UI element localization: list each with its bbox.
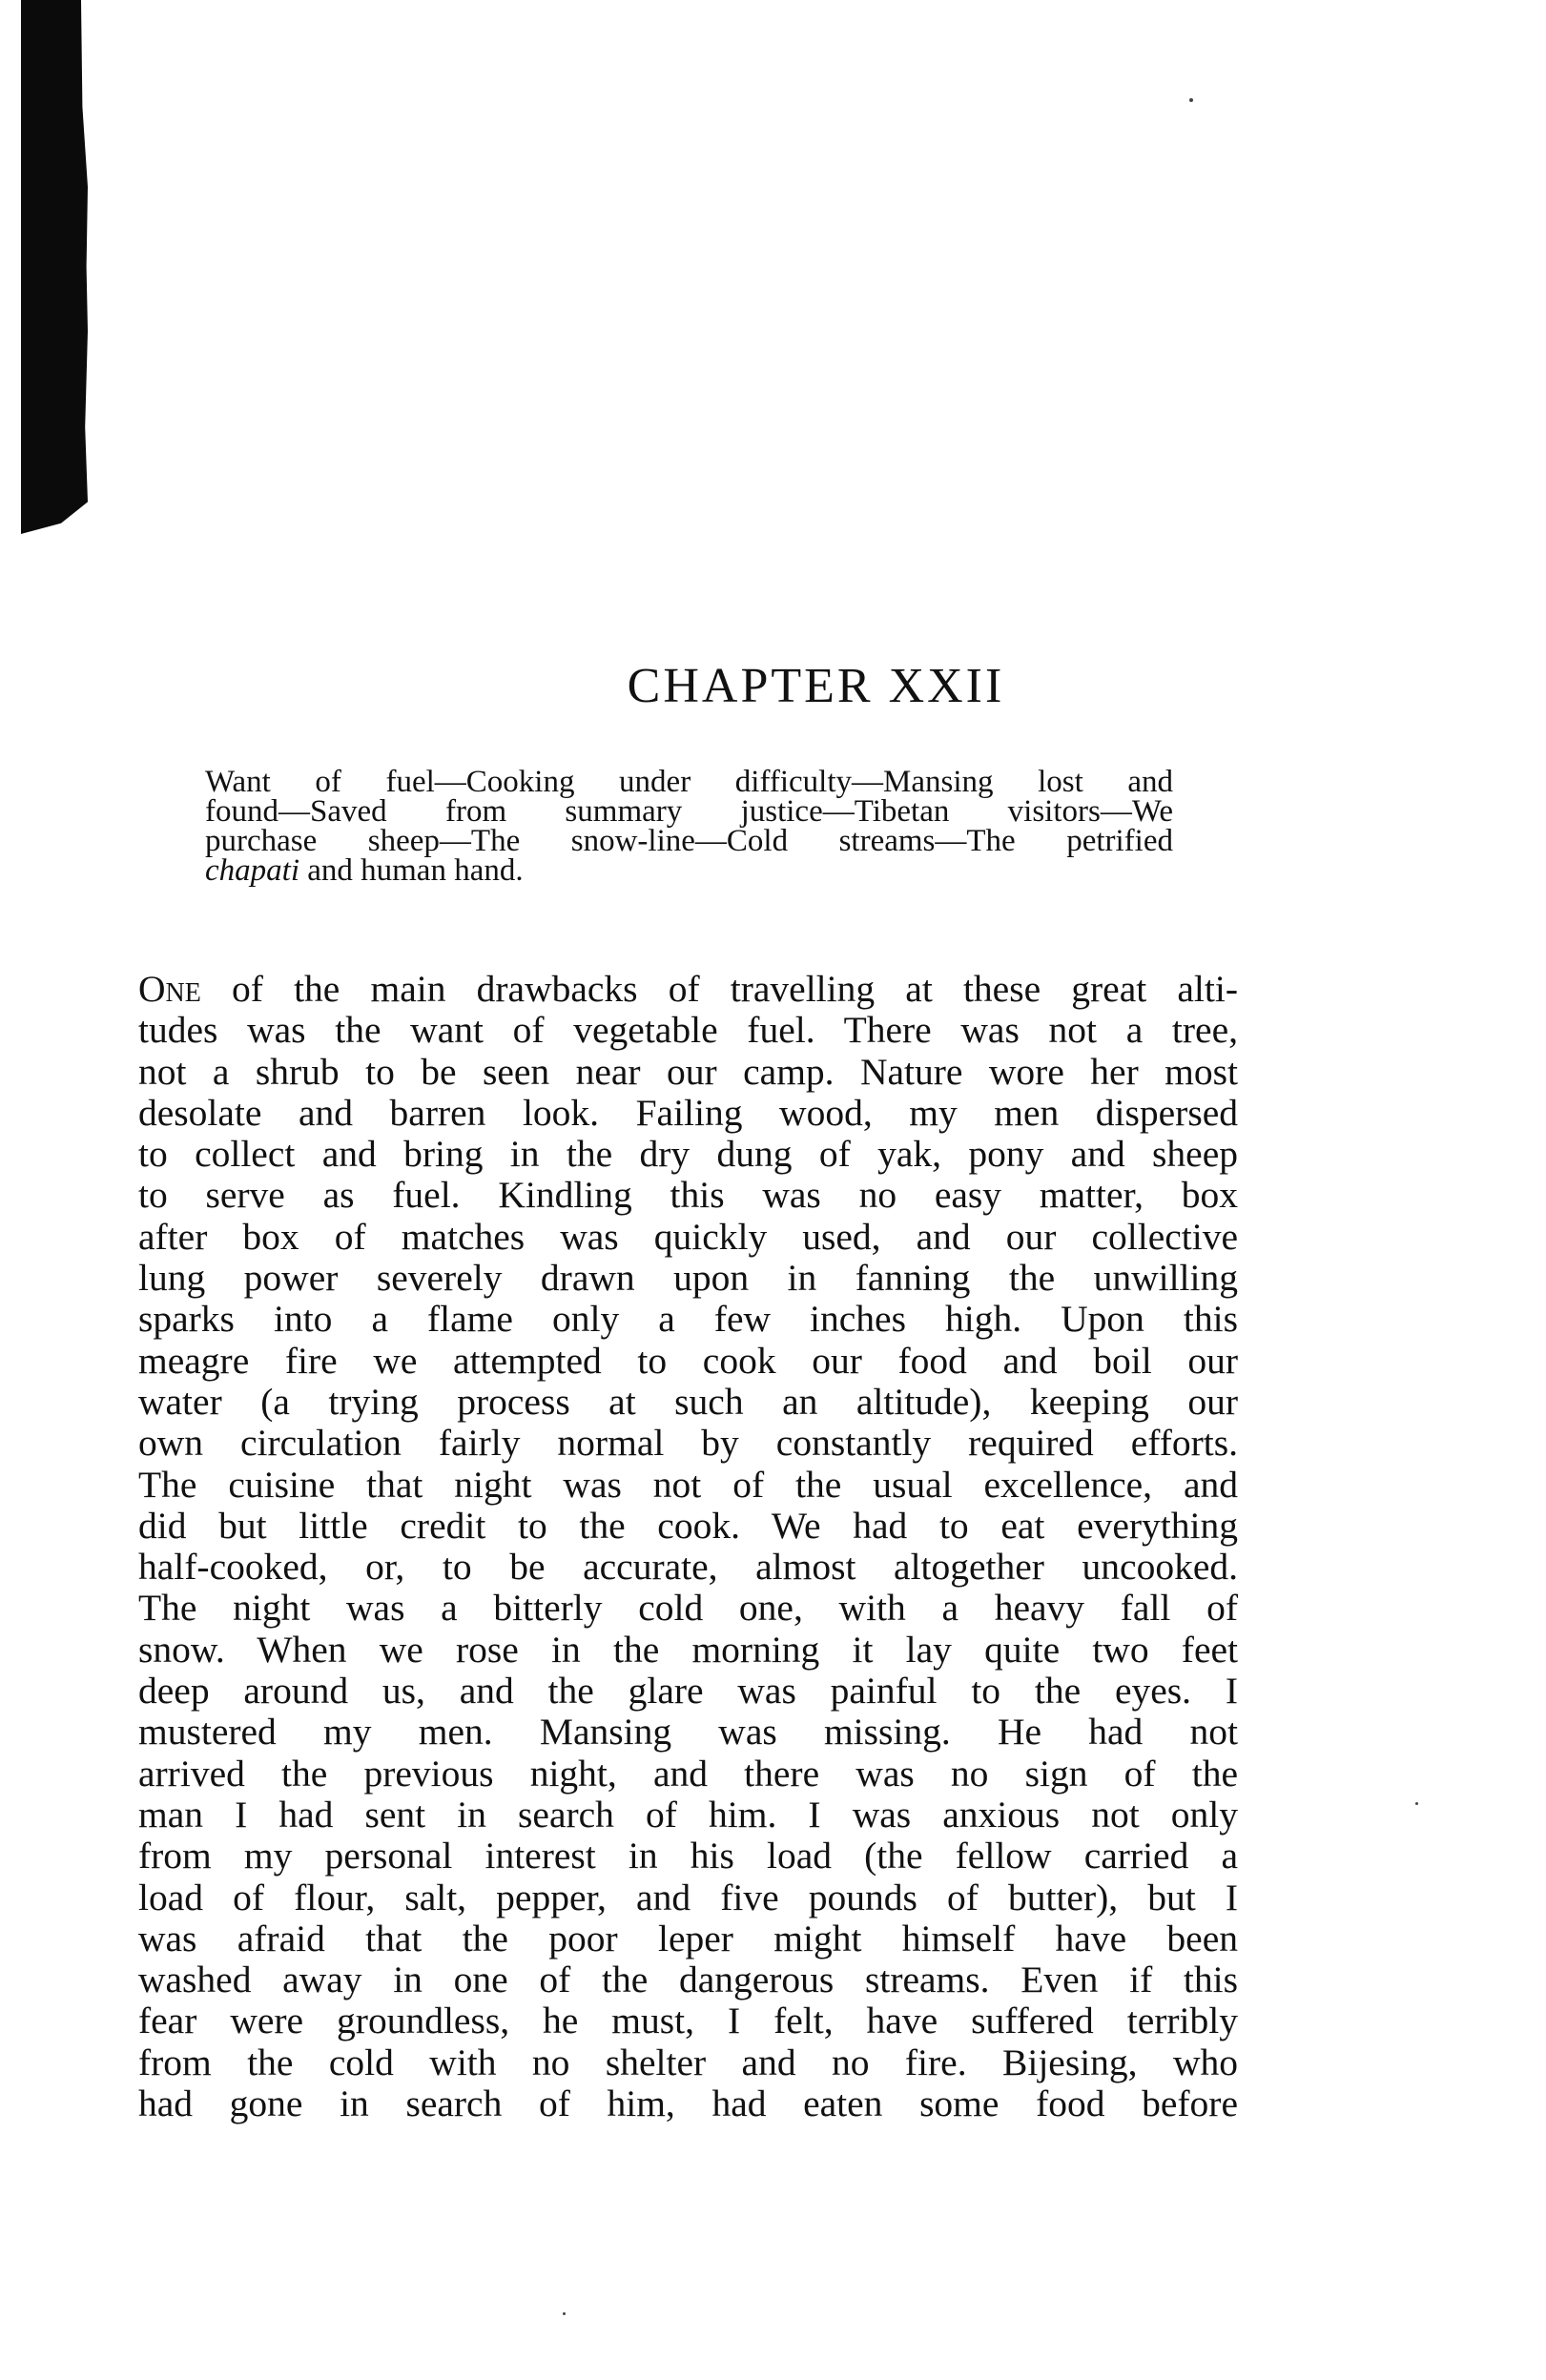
- summary-line-rest: and human hand.: [299, 853, 524, 888]
- summary-line: [205, 853, 1173, 888]
- summary-italic-word: chapati: [205, 853, 299, 888]
- body-line: sparks into a flame only a few inches high. Upon this: [138, 1298, 1238, 1341]
- body-line: from my personal interest in his load (the fellow carried a: [138, 1835, 1238, 1877]
- body-line: mustered my men. Mansing was missing. He had not: [138, 1711, 1238, 1754]
- body-paragraph: [138, 969, 1238, 2124]
- body-line: load of flour, salt, pepper, and five pounds of butter), but I: [138, 1876, 1238, 1918]
- body-line: from the cold with no shelter and no fire. Bijesing, who: [138, 2041, 1238, 2083]
- body-line: was afraid that the poor leper might himself have been: [138, 1917, 1238, 1959]
- body-line: not a shrub to be seen near our camp. Nature wore her most: [138, 1050, 1238, 1093]
- chapter-summary: [205, 765, 1173, 888]
- body-line: man I had sent in search of him. I was anxious not only: [138, 1793, 1238, 1836]
- body-line: did but little credit to the cook. We had to eat everything: [138, 1504, 1238, 1547]
- summary-line: purchase sheep—The snow-line—Cold streams—The petrified: [205, 824, 1173, 858]
- first-line-rest: of the main drawbacks of travelling at these great alti-: [200, 968, 1238, 1010]
- body-line: meagre fire we attempted to cook our food and boil our: [138, 1339, 1238, 1382]
- summary-line: Want of fuel—Cooking under difficulty—Mansing lost and: [205, 765, 1173, 799]
- body-line: had gone in search of him, had eaten some food before: [138, 2082, 1238, 2125]
- body-line: tudes was the want of vegetable fuel. There was not a tree,: [138, 1009, 1238, 1052]
- body-line: snow. When we rose in the morning it lay quite two feet: [138, 1628, 1238, 1671]
- body-line: The cuisine that night was not of the usual excellence, and: [138, 1463, 1238, 1506]
- body-line: washed away in one of the dangerous streams. Even if this: [138, 1959, 1238, 2001]
- page-binding-shadow: [21, 0, 88, 534]
- body-line: deep around us, and the glare was painful to the eyes. I: [138, 1670, 1238, 1713]
- print-speck: [563, 2312, 566, 2315]
- body-line: [138, 969, 1238, 1010]
- body-line: arrived the previous night, and there was no sign of the: [138, 1752, 1238, 1795]
- chapter-title: CHAPTER XXII: [627, 659, 1005, 713]
- body-line: water (a trying process at such an altitude), keeping our: [138, 1380, 1238, 1423]
- opening-word: One: [138, 968, 201, 1010]
- body-line: to collect and bring in the dry dung of yak, pony and sheep: [138, 1133, 1238, 1176]
- body-line: own circulation fairly normal by constantly required efforts.: [138, 1422, 1238, 1465]
- body-line: lung power severely drawn upon in fanning the unwilling: [138, 1257, 1238, 1300]
- print-speck: [1189, 98, 1193, 102]
- body-line: to serve as fuel. Kindling this was no easy matter, box: [138, 1174, 1238, 1217]
- body-line: desolate and barren look. Failing wood, my men dispersed: [138, 1091, 1238, 1134]
- body-line: The night was a bitterly cold one, with a heavy fall of: [138, 1587, 1238, 1630]
- body-line: after box of matches was quickly used, and our collective: [138, 1215, 1238, 1258]
- print-speck: [1415, 1802, 1418, 1805]
- summary-line: found—Saved from summary justice—Tibetan visitors—We: [205, 794, 1173, 829]
- body-line: fear were groundless, he must, I felt, have suffered terribly: [138, 2000, 1238, 2042]
- body-line: half-cooked, or, to be accurate, almost altogether uncooked.: [138, 1546, 1238, 1589]
